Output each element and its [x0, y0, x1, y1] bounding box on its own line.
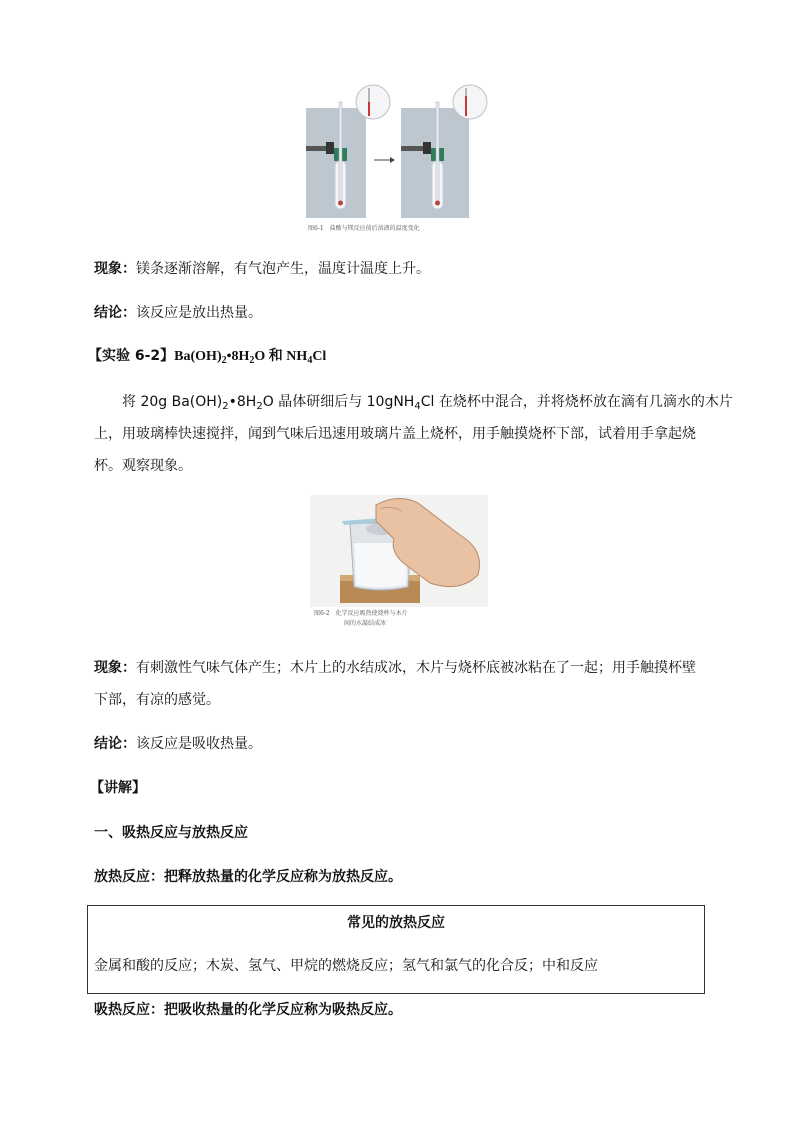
exp2-phenomenon-text1: 有刺激性气味气体产生；木片上的水结成冰，木片与烧杯底被冰粘在了一起；用手触摸杯壁 [136, 660, 696, 676]
exp1-conclusion-label: 结论： [94, 305, 136, 321]
figure-6-1-illustration [306, 82, 490, 220]
exp2-heading-sub2: 2 [249, 355, 255, 366]
proc-part-b: •8H [228, 394, 257, 410]
exp2-heading-bracket: 【实验 6-2】 [88, 348, 175, 364]
exp1-conclusion [94, 303, 262, 323]
section1-title: 一、吸热反应与放热反应 [94, 825, 248, 841]
exp2-phenomenon-label: 现象： [94, 660, 136, 676]
figure-6-2-illustration [310, 495, 488, 607]
figure-6-2-caption-line2: 间的水凝结成冰 [344, 620, 387, 627]
exp2-procedure-line2: 上，用玻璃棒快速搅拌，闻到气味后迅速用玻璃片盖上烧杯，用手触摸烧杯下部，试着用手拿起烧 [94, 426, 696, 442]
figure-6-2 [310, 495, 488, 635]
exp2-conclusion-label: 结论： [94, 736, 136, 752]
exp2-procedure-line1 [122, 392, 733, 412]
exp1-phenomenon [94, 259, 430, 279]
exp2-heading-sub1: 2 [221, 355, 227, 366]
figure-6-1-caption: 图6-1 盐酸与镁反应前后溶液的温度变化 [308, 225, 420, 232]
exp2-conclusion-text: 该反应是吸收热量。 [136, 736, 262, 752]
exp2-heading-p4: Cl [312, 349, 327, 364]
proc-part-c: O 晶体研细后与 10gNH [262, 394, 415, 410]
exp2-heading-p1: Ba(OH) [174, 349, 222, 364]
exp2-procedure-line3: 杯。观察现象。 [94, 458, 192, 474]
exp2-heading [88, 346, 326, 367]
exp1-phenomenon-label: 现象： [94, 261, 136, 277]
lecture-heading: 【讲解】 [90, 780, 146, 796]
exp2-heading-sub3: 4 [307, 355, 313, 366]
proc-sub3: 4 [414, 401, 421, 412]
exp2-heading-p2: •8H [226, 349, 250, 364]
exp2-heading-formula [174, 349, 326, 364]
exp1-phenomenon-text: 镁条逐渐溶解，有气泡产生，温度计温度上升。 [136, 261, 430, 277]
exp2-heading-p3: O 和 NH [254, 349, 308, 364]
endothermic-definition: 吸热反应：把吸收热量的化学反应称为吸热反应。 [94, 1002, 402, 1018]
proc-sub2: 2 [256, 401, 263, 412]
proc-sub1: 2 [222, 401, 229, 412]
figure-6-1 [306, 82, 490, 232]
common-exothermic-box [87, 905, 705, 994]
exothermic-definition: 放热反应：把释放热量的化学反应称为放热反应。 [94, 869, 402, 885]
figure-6-2-caption-line1: 图6-2 化学反应吸热使烧杯与木片 [314, 610, 408, 617]
exp1-conclusion-text: 该反应是放出热量。 [136, 305, 262, 321]
proc-part-d: Cl 在烧杯中混合，并将烧杯放在滴有几滴水的木片 [420, 394, 733, 410]
proc-part-a: 将 20g Ba(OH) [122, 394, 223, 410]
exp2-phenomenon-line2: 下部，有凉的感觉。 [94, 692, 220, 708]
box-body: 金属和酸的反应；木炭、氢气、甲烷的燃烧反应；氢气和氯气的化合反；中和反应 [94, 958, 598, 974]
box-title: 常见的放热反应 [347, 915, 445, 931]
exp2-conclusion [94, 734, 262, 754]
exp2-phenomenon-line1 [94, 658, 696, 678]
